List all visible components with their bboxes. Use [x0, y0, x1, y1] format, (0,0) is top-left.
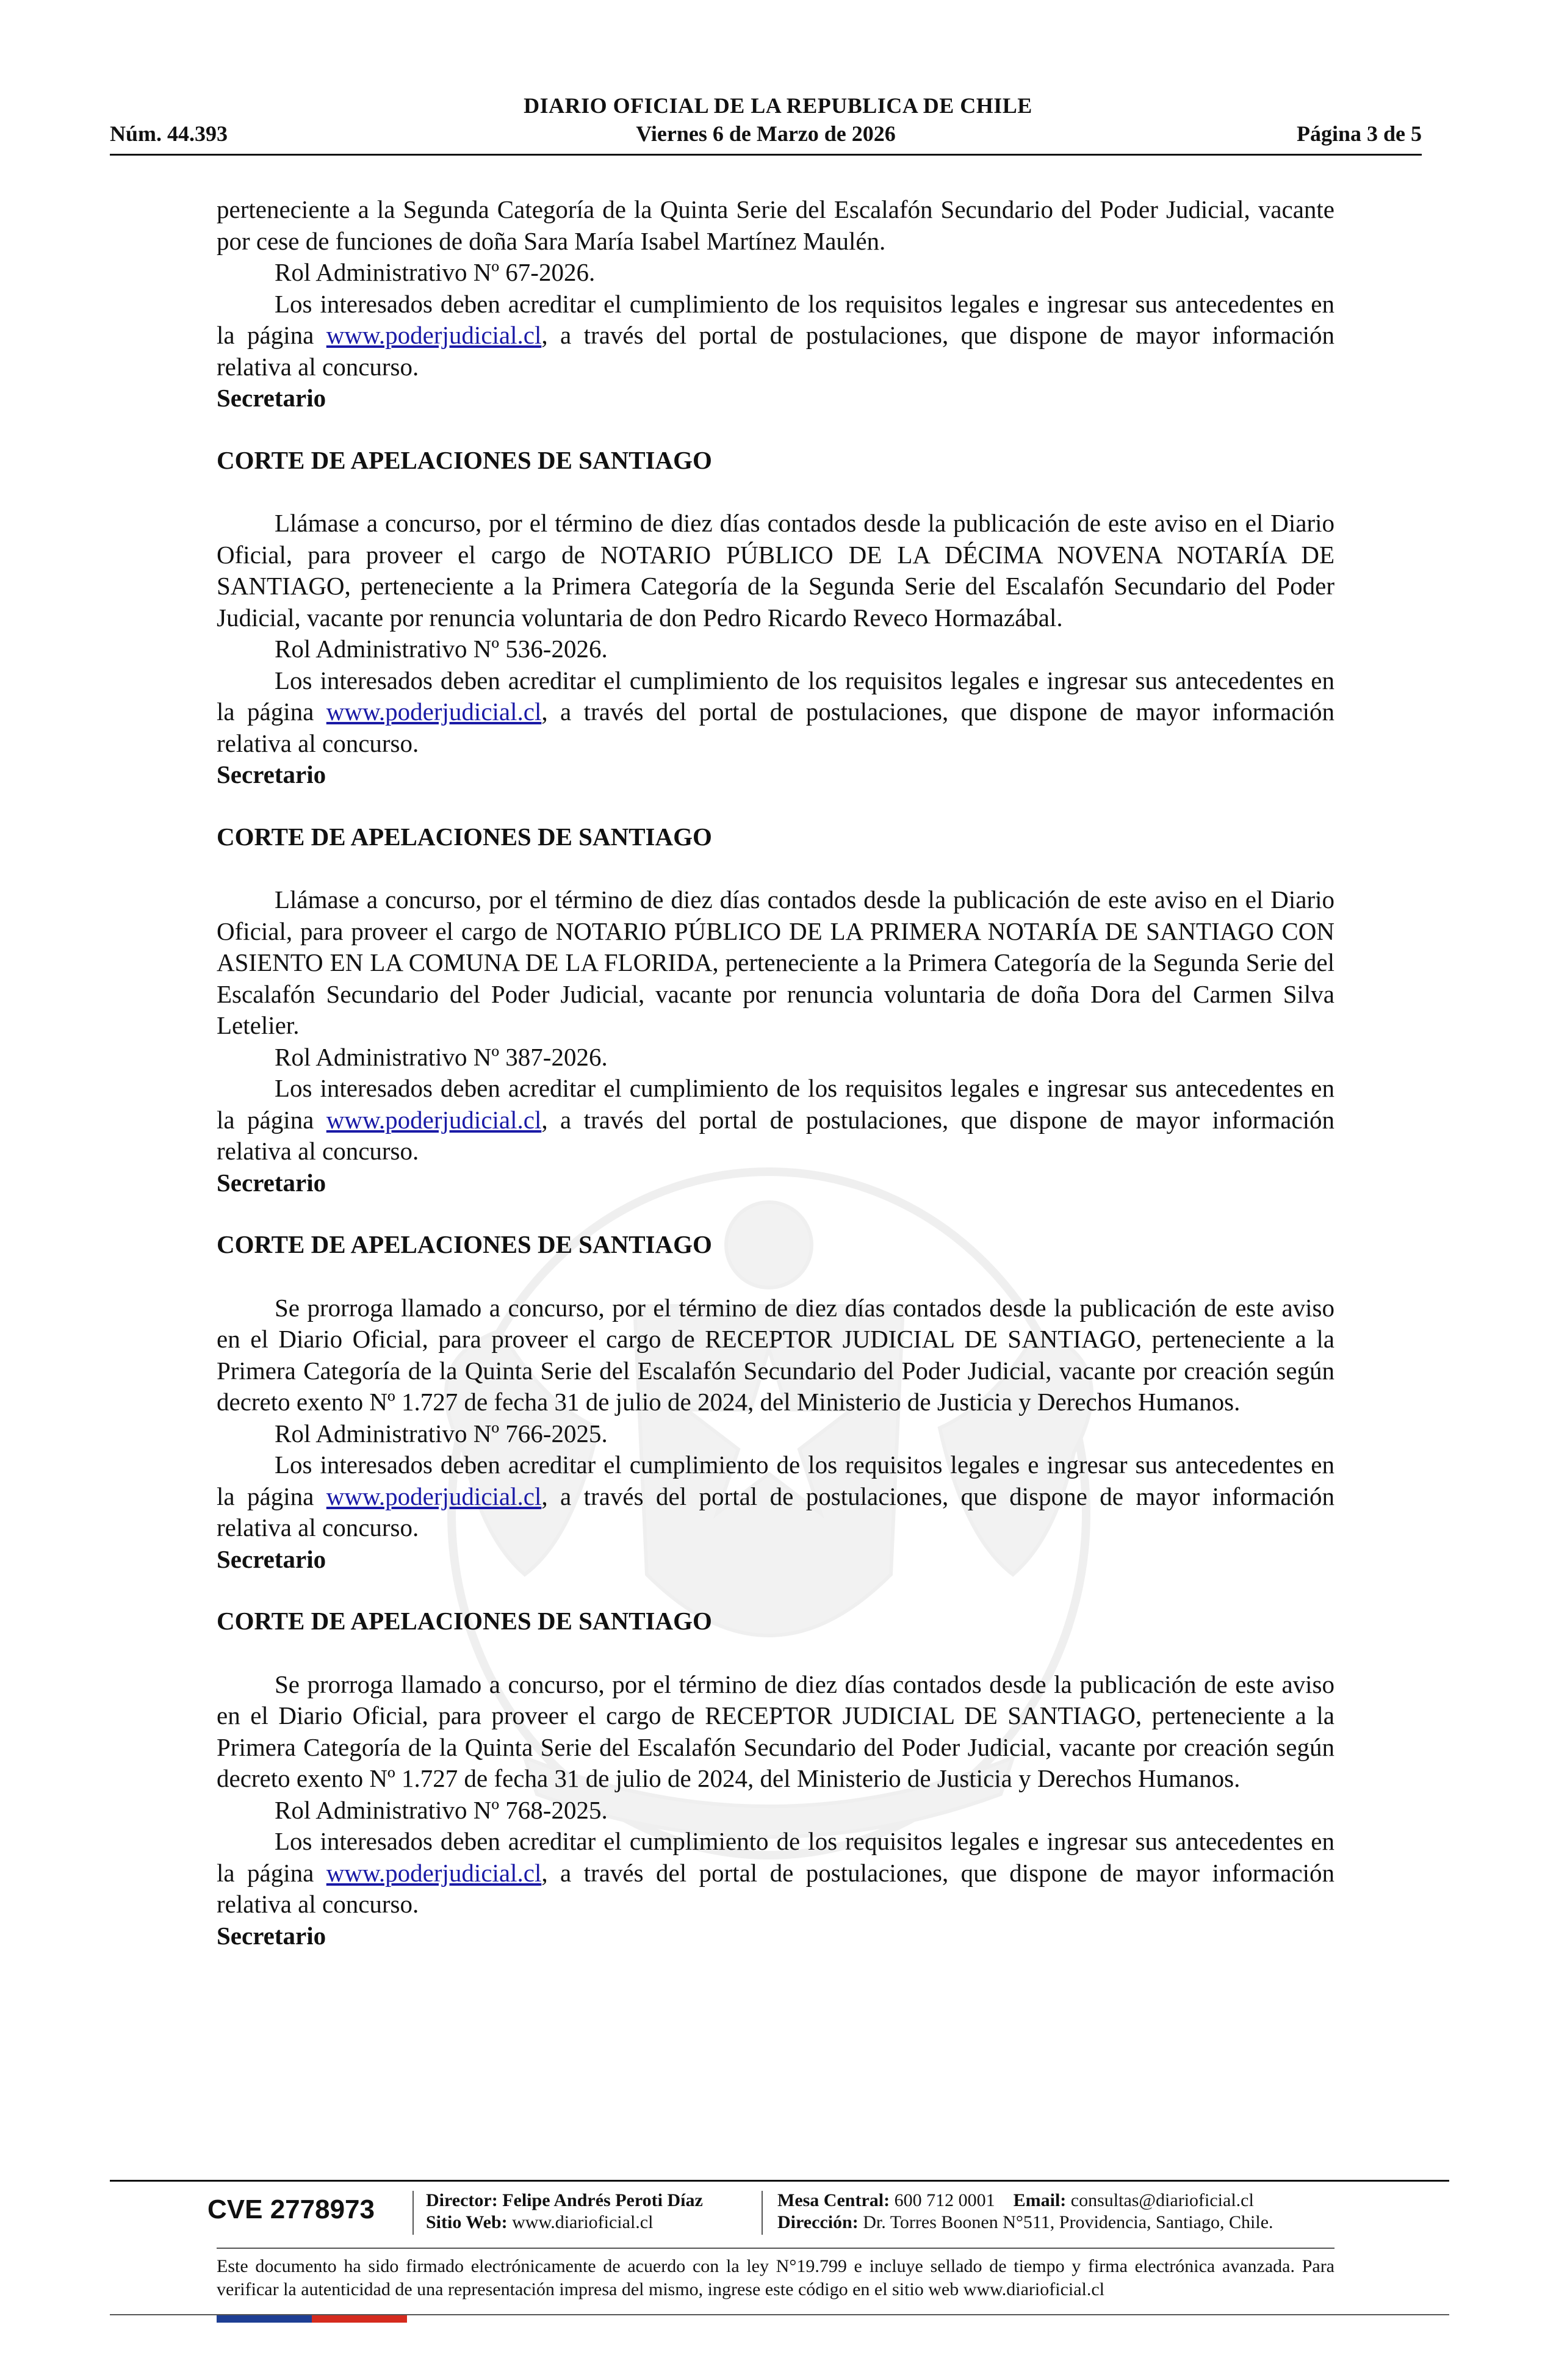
email-link[interactable]: consultas@diarioficial.cl [1070, 2190, 1254, 2210]
notice-signature: Secretario [217, 1921, 326, 1950]
newspaper-title: DIARIO OFICIAL DE LA REPUBLICA DE CHILE [524, 93, 1032, 118]
intro-paragraph: perteneciente a la Segunda Categoría de la Quinta Serie del Escalafón Secundario del Poder Judicial, vacante por cese de funciones de doña Sara María Isabel Martínez Maulén. [217, 195, 1334, 255]
footer-legal-note: Este documento ha sido firmado electrónicamente de acuerdo con la ley N°19.799 e incluye sellado de tiempo y firma electrónica avanzada. Para verificar la autenticidad de una representación impresa del mismo, ingrese este código en el sitio web www.diarioficial.cl [217, 2256, 1334, 2299]
diarioficial-site-link[interactable]: www.diarioficial.cl [512, 2212, 654, 2232]
notice-requirements: Los interesados deben acreditar el cumplimiento de los requisitos legales e ingresar sus antecedentes en la página www.poderjudicial.cl, a través del portal de postulaciones, que dispone de mayor información relativa al concurso. [217, 1451, 1334, 1542]
intro-requirements: Los interesados deben acreditar el cumplimiento de los requisitos legales e ingresar sus antecedentes en la página www.poderjudicial.cl, a través del portal de postulaciones, que dispone de mayor información relativa al concurso. [217, 289, 1334, 381]
notice-requirements: Los interesados deben acreditar el cumplimiento de los requisitos legales e ingresar sus antecedentes en la página www.poderjudicial.cl, a través del portal de postulaciones, que dispone de mayor información relativa al concurso. [217, 1074, 1334, 1165]
chile-flag-stripe [217, 2315, 407, 2323]
contact-line: Mesa Central: 600 712 0001 Email: consultas@diarioficial.cl [777, 2190, 1254, 2210]
notice-body: Se prorroga llamado a concurso, por el término de diez días contados desde la publicación de este aviso en el Diario Oficial, para proveer el cargo de RECEPTOR JUDICIAL DE SANTIAGO, perteneciente a la Primera Categoría de la Quinta Serie del Escalafón Secundario del Poder Judicial, vacante por creación según decreto exento Nº 1.727 de fecha 31 de julio de 2024, del Ministerio de Justicia y Derechos Humanos. [217, 1670, 1334, 1792]
notice-signature: Secretario [217, 760, 326, 788]
notice-heading: CORTE DE APELACIONES DE SANTIAGO [217, 445, 712, 474]
intro-signature: Secretario [217, 384, 326, 412]
intro-rol: Rol Administrativo Nº 67-2026. [275, 258, 596, 286]
notice-signature: Secretario [217, 1168, 326, 1197]
notice-section [217, 1199, 1334, 1575]
notice-section [217, 1575, 1334, 1952]
notice-body: Llámase a concurso, por el término de diez días contados desde la publicación de este aviso en el Diario Oficial, para proveer el cargo de NOTARIO PÚBLICO DE LA DÉCIMA NOVENA NOTARÍA DE SANTIAGO, perteneciente a la Primera Categoría de la Segunda Serie del Escalafón Secundario del Poder Judicial, vacante por renuncia voluntaria de don Pedro Ricardo Reveco Hormazábal. [217, 509, 1334, 632]
footer-director-column [426, 2190, 703, 2234]
notice-heading: CORTE DE APELACIONES DE SANTIAGO [217, 1607, 712, 1635]
footer-divider-top [110, 2180, 1449, 2182]
poderjudicial-link[interactable]: www.poderjudicial.cl [326, 1482, 542, 1510]
poderjudicial-link[interactable]: www.poderjudicial.cl [326, 321, 542, 349]
notice-body: Se prorroga llamado a concurso, por el término de diez días contados desde la publicación de este aviso en el Diario Oficial, para proveer el cargo de RECEPTOR JUDICIAL DE SANTIAGO, perteneciente a la Primera Categoría de la Quinta Serie del Escalafón Secundario del Poder Judicial, vacante por creación según decreto exento Nº 1.727 de fecha 31 de julio de 2024, del Ministerio de Justicia y Derechos Humanos. [217, 1293, 1334, 1416]
footer-separator [762, 2191, 763, 2235]
notice-heading: CORTE DE APELACIONES DE SANTIAGO [217, 1230, 712, 1258]
page-number: Página 3 de 5 [1296, 121, 1422, 146]
notice-section [217, 791, 1334, 1199]
footer-contact-column [777, 2190, 1273, 2234]
notice-requirements: Los interesados deben acreditar el cumplimiento de los requisitos legales e ingresar sus antecedentes en la página www.poderjudicial.cl, a través del portal de postulaciones, que dispone de mayor información relativa al concurso. [217, 666, 1334, 757]
notice-heading: CORTE DE APELACIONES DE SANTIAGO [217, 822, 712, 851]
footer-divider-mid [217, 2248, 1334, 2249]
address-line: Dirección: Dr. Torres Boonen N°511, Providencia, Santiago, Chile. [777, 2212, 1273, 2232]
poderjudicial-link[interactable]: www.poderjudicial.cl [326, 698, 542, 726]
notice-section [217, 414, 1334, 791]
notice-rol: Rol Administrativo Nº 536-2026. [275, 635, 608, 663]
cve-code: CVE 2778973 [207, 2194, 375, 2224]
notice-rol: Rol Administrativo Nº 766-2025. [275, 1419, 608, 1448]
issue-number: Núm. 44.393 [110, 121, 228, 146]
poderjudicial-link[interactable]: www.poderjudicial.cl [326, 1105, 542, 1134]
notices-content [217, 194, 1334, 1952]
notice-rol: Rol Administrativo Nº 387-2026. [275, 1042, 608, 1071]
footer-info [110, 2188, 1449, 2241]
notice-body: Llámase a concurso, por el término de diez días contados desde la publicación de este aviso en el Diario Oficial, para proveer el cargo de NOTARIO PÚBLICO DE LA PRIMERA NOTARÍA DE SANTIAGO CON ASIENTO EN LA COMUNA DE LA FLORIDA, perteneciente a la Primera Categoría de la Segunda Serie del Escalafón Secundario del Poder Judicial, vacante por renuncia voluntaria de doña Dora del Carmen Silva Letelier. [217, 885, 1334, 1039]
notice-rol: Rol Administrativo Nº 768-2025. [275, 1795, 608, 1824]
header-divider [110, 154, 1422, 156]
footer-separator [412, 2191, 414, 2235]
flag-red-stripe [312, 2315, 407, 2323]
site-line: Sitio Web: www.diarioficial.cl [426, 2212, 654, 2232]
notice-signature: Secretario [217, 1545, 326, 1573]
poderjudicial-link[interactable]: www.poderjudicial.cl [326, 1858, 542, 1887]
issue-date: Viernes 6 de Marzo de 2026 [636, 121, 896, 146]
director-line: Director: Felipe Andrés Peroti Díaz [426, 2190, 703, 2210]
flag-blue-stripe [217, 2315, 312, 2323]
notice-requirements: Los interesados deben acreditar el cumplimiento de los requisitos legales e ingresar sus antecedentes en la página www.poderjudicial.cl, a través del portal de postulaciones, que dispone de mayor información relativa al concurso. [217, 1827, 1334, 1918]
header-row [110, 121, 1422, 150]
